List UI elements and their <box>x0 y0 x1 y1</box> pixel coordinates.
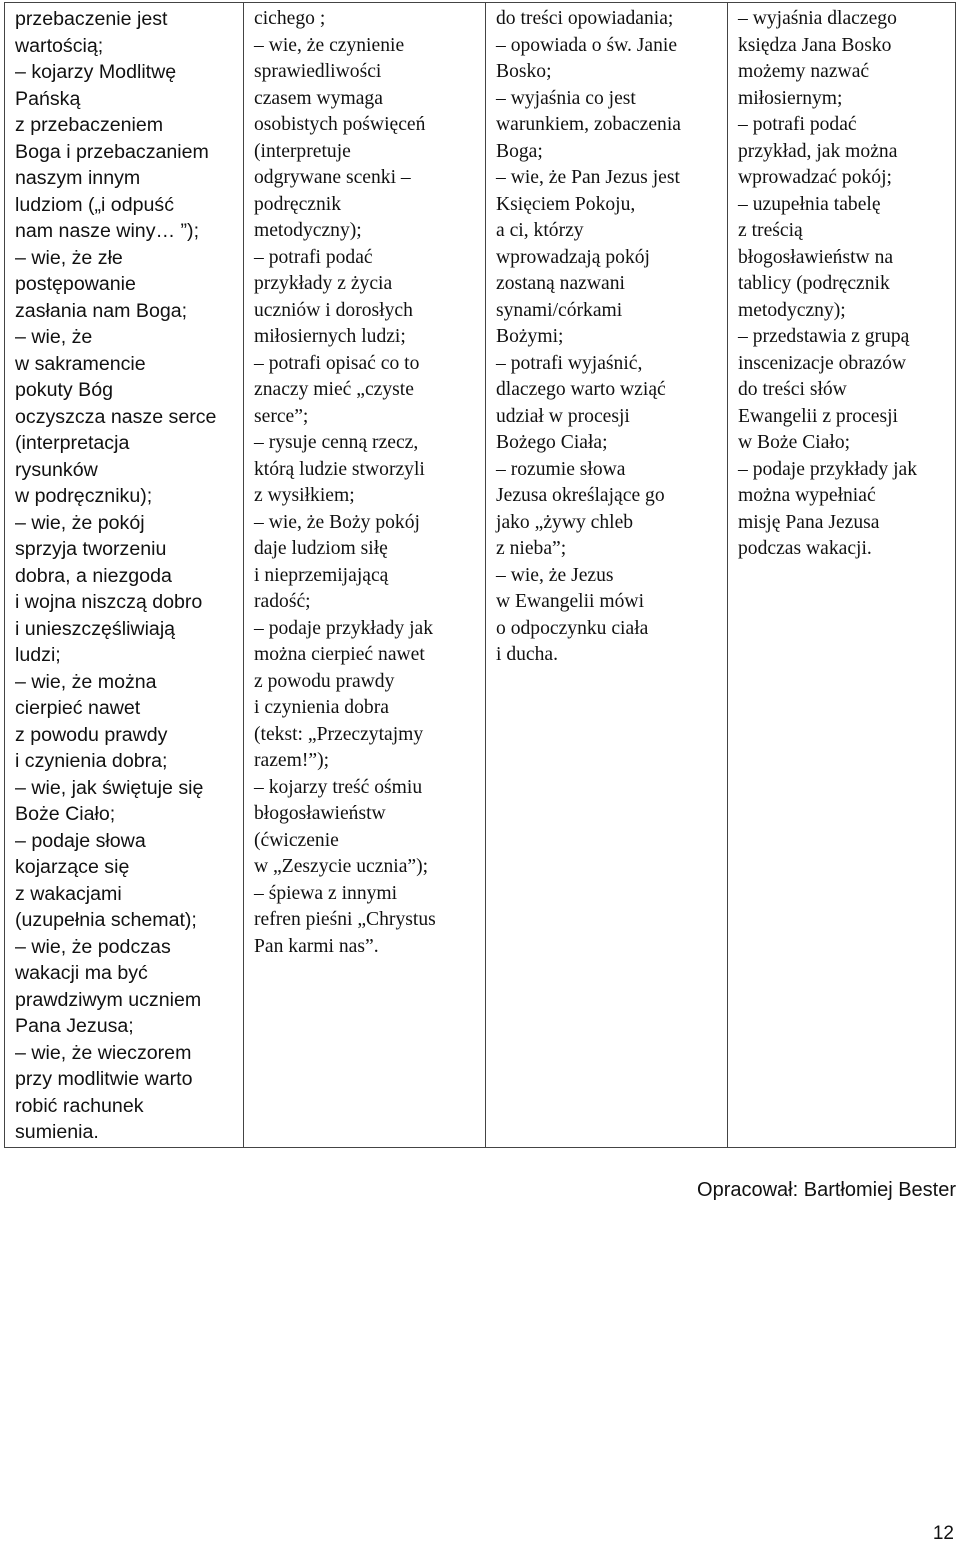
text-line: ludziom („i odpuść <box>15 193 174 216</box>
text-line: misję Pana Jezusa <box>738 511 880 533</box>
text-line: – potrafi podać <box>254 246 373 268</box>
text-line: sprzyja tworzeniu <box>15 538 167 560</box>
text-line: radość; <box>254 591 311 612</box>
text-line: z treścią <box>738 220 803 241</box>
text-line: – wie, jak świętuje się <box>15 776 204 799</box>
text-line: dlaczego warto wziąć <box>496 379 666 400</box>
text-line: Pańską <box>15 87 81 110</box>
column-2-cell <box>244 3 486 1148</box>
text-line: uczniów i dorosłych <box>254 299 413 321</box>
text-line: – wie, że wieczorem <box>15 1041 192 1064</box>
text-line: udział w procesji <box>496 405 630 427</box>
text-line: przy modlitwie warto <box>15 1068 193 1090</box>
text-line: – kojarzy Modlitwę <box>15 61 177 83</box>
text-line: zostaną nazwani <box>496 273 625 294</box>
text-line: i czynienia dobra <box>254 697 389 718</box>
text-line: – potrafi wyjaśnić, <box>496 352 643 374</box>
column-1-cell <box>5 3 244 1148</box>
text-line: i ducha. <box>496 644 559 665</box>
text-line: można cierpieć nawet <box>254 644 425 665</box>
text-line: Pana Jezusa; <box>15 1015 134 1037</box>
text-line: – kojarzy treść ośmiu <box>254 776 423 798</box>
text-line: Boga; <box>496 140 543 162</box>
text-line: przykłady z życia <box>254 273 393 294</box>
text-line: – wie, że pokój <box>15 511 145 534</box>
text-line: podczas wakacji. <box>738 538 872 559</box>
text-line: przebaczenie jest <box>15 8 168 30</box>
text-line: zasłania nam Boga; <box>15 299 188 322</box>
text-line: – wie, że Boży pokój <box>254 511 420 533</box>
text-line: – śpiewa z innymi <box>254 882 398 904</box>
text-line: wartością; <box>15 34 104 57</box>
text-line: wakacji ma być <box>15 962 148 984</box>
text-line: podręcznik <box>254 193 342 215</box>
text-line: metodyczny); <box>254 220 362 241</box>
text-line: – wie, że podczas <box>15 935 171 958</box>
text-line: – potrafi podać <box>738 114 857 135</box>
text-line: refren pieśni „Chrystus <box>254 909 436 930</box>
text-line: i czynienia dobra; <box>15 750 168 772</box>
text-line: warunkiem, zobaczenia <box>496 114 681 135</box>
text-line: i wojna niszczą dobro <box>15 591 203 613</box>
text-line: – wyjaśnia co jest <box>496 87 636 109</box>
text-line: czasem wymaga <box>254 87 383 109</box>
text-line: Boże Ciało; <box>15 803 116 825</box>
text-line: a ci, którzy <box>496 220 584 241</box>
text-line: wprowadzać pokój; <box>738 167 892 188</box>
text-line: (interpretacja <box>15 432 130 454</box>
text-line: (interpretuje <box>254 140 351 162</box>
text-line: prawdziwym uczniem <box>15 988 202 1011</box>
text-line: do treści opowiadania; <box>496 8 674 29</box>
text-line: inscenizacje obrazów <box>738 352 907 374</box>
text-line: cichego ; <box>254 8 326 29</box>
text-line: – podaje słowa <box>15 829 146 852</box>
text-line: z wakacjami <box>15 882 122 905</box>
text-line: metodyczny); <box>738 299 846 321</box>
text-line: znaczy mieć „czyste <box>254 379 414 400</box>
text-line: z powodu prawdy <box>15 723 168 746</box>
column-4-cell <box>728 3 956 1148</box>
text-line: – uzupełnia tabelę <box>738 193 881 215</box>
text-line: wprowadzają pokój <box>496 246 650 268</box>
text-line: Jezusa określające go <box>496 485 665 506</box>
text-line: odgrywane scenki – <box>254 167 411 188</box>
page-number: 12 <box>932 1523 954 1544</box>
text-line: (ćwiczenie <box>254 829 339 851</box>
text-line: – rysuje cenną rzecz, <box>254 432 419 453</box>
text-line: w sakramencie <box>15 352 146 375</box>
text-line: postępowanie <box>15 273 136 295</box>
text-line: – potrafi opisać co to <box>254 352 420 374</box>
text-line: – wie, że Pan Jezus jest <box>496 167 680 188</box>
text-line: osobistych poświęceń <box>254 114 426 135</box>
text-line: Bosko; <box>496 61 552 82</box>
text-line: i nieprzemijającą <box>254 564 389 586</box>
text-line: Księciem Pokoju, <box>496 193 636 215</box>
text-line: miłosiernym; <box>738 87 843 109</box>
text-line: miłosiernych ludzi; <box>254 326 406 347</box>
text-line: przykład, jak można <box>738 140 898 162</box>
text-line: tablicy (podręcznik <box>738 273 890 294</box>
text-line: błogosławieństw na <box>738 246 894 268</box>
text-line: Pan karmi nas”. <box>254 935 379 957</box>
text-line: – opowiada o św. Janie <box>496 34 678 56</box>
text-line: – wie, że złe <box>15 246 123 269</box>
text-line: – przedstawia z grupą <box>738 326 910 347</box>
column-3-cell <box>486 3 728 1148</box>
text-line: którą ludzie stworzyli <box>254 458 425 480</box>
text-line: – wie, że <box>15 326 93 348</box>
text-line: – podaje przykłady jak <box>254 617 434 639</box>
text-line: z przebaczeniem <box>15 114 164 136</box>
text-line: w Boże Ciało; <box>738 432 851 453</box>
text-line: daje ludziom siłę <box>254 538 388 559</box>
text-line: Boga i przebaczaniem <box>15 140 209 163</box>
text-line: Bożego Ciała; <box>496 432 608 453</box>
text-line: – wie, że można <box>15 670 157 693</box>
text-line: (uzupełnia schemat); <box>15 909 197 931</box>
text-line: rysunków <box>15 458 98 481</box>
text-line: naszym innym <box>15 167 141 189</box>
text-line: ludzi; <box>15 644 61 666</box>
text-line: (tekst: „Przeczytajmy <box>254 723 424 745</box>
text-line: oczyszcza nasze serce <box>15 405 217 428</box>
text-line: w Ewangelii mówi <box>496 591 645 612</box>
text-line: synami/córkami <box>496 299 623 321</box>
text-line: można wypełniać <box>738 485 876 506</box>
text-line: kojarzące się <box>15 856 130 878</box>
text-line: nam nasze winy… ”); <box>15 220 200 242</box>
text-line: z nieba”; <box>496 538 567 559</box>
text-line: – wyjaśnia dlaczego <box>738 8 897 29</box>
text-line: cierpieć nawet <box>15 697 141 719</box>
table-row <box>5 3 956 1148</box>
text-line: w podręczniku); <box>15 485 153 507</box>
text-line: pokuty Bóg <box>15 379 114 401</box>
text-line: do treści słów <box>738 379 847 400</box>
text-line: serce”; <box>254 405 309 427</box>
text-line: możemy nazwać <box>738 61 870 82</box>
text-line: robić rachunek <box>15 1094 144 1117</box>
text-line: dobra, a niezgoda <box>15 564 172 587</box>
text-line: – wie, że czynienie <box>254 34 405 56</box>
text-line: jako „żywy chleb <box>496 511 634 533</box>
text-line: błogosławieństw <box>254 803 386 824</box>
text-line: Ewangelii z procesji <box>738 405 898 427</box>
text-line: – rozumie słowa <box>496 458 626 480</box>
text-line: księdza Jana Bosko <box>738 34 892 56</box>
text-line: sumienia. <box>15 1121 99 1143</box>
text-line: razem!”); <box>254 750 330 771</box>
text-line: – podaje przykłady jak <box>738 458 918 480</box>
curriculum-table <box>4 2 956 1148</box>
text-line: w „Zeszycie ucznia”); <box>254 856 429 877</box>
text-line: i unieszczęśliwiają <box>15 617 176 640</box>
text-line: o odpoczynku ciała <box>496 617 649 639</box>
text-line: z powodu prawdy <box>254 670 395 692</box>
text-line: z wysiłkiem; <box>254 485 355 506</box>
author-credit: Opracował: Bartłomiej Bester <box>697 1179 956 1201</box>
text-line: Bożymi; <box>496 326 564 347</box>
text-line: sprawiedliwości <box>254 61 382 82</box>
text-line: – wie, że Jezus <box>496 564 614 586</box>
